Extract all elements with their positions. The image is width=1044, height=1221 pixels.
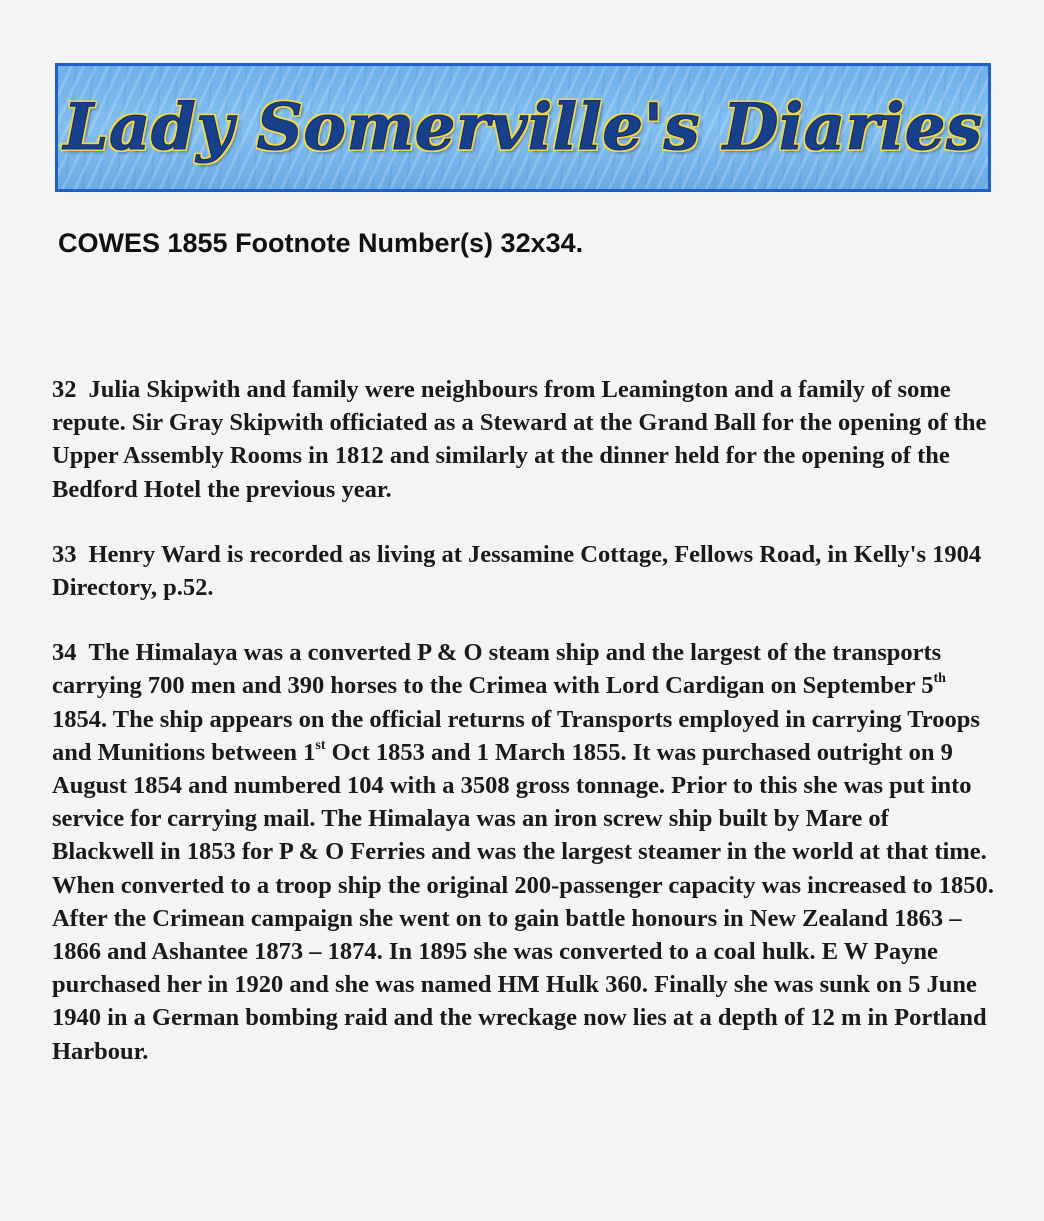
footnote-32 — [52, 373, 997, 506]
footnotes-list — [52, 373, 997, 1100]
footnote-text: Henry Ward is recorded as living at Jessamine Cottage, Fellows Road, in Kelly's 1904 Directory, p.52. — [52, 540, 982, 602]
footnote-number: 33 — [52, 540, 77, 568]
footnote-34 — [52, 636, 997, 1068]
page-heading: COWES 1855 Footnote Number(s) 32x34. — [58, 228, 584, 258]
footnote-text-part-a: The Himalaya was a converted P & O steam ship and the largest of the transports carrying 700 men and 390 horses to the Crimea with Lord Cardigan on September 5 — [52, 639, 942, 700]
footnote-text: Julia Skipwith and family were neighbours from Leamington and a family of some repute. Sir Gray Skipwith officiated as a Steward at the Grand Ball for the opening of the Upper Assembly Rooms in 1812 and similarly at the dinner held for the opening of the Bedford Hotel the previous year. — [52, 376, 987, 503]
ordinal-suffix: st — [315, 737, 326, 753]
ordinal-suffix: th — [933, 671, 946, 687]
footnote-text-part-b: 1854. The ship appears on the official returns of Transports employed in carrying Troops and Munitions between 1 — [52, 705, 980, 766]
footnote-number: 32 — [52, 376, 77, 403]
title-banner — [55, 63, 991, 192]
footnote-text-part-c: Oct 1853 and 1 March 1855. It was purchased outright on 9 August 1854 and numbered 104 with a 3508 gross tonnage. Prior to this she was put into service for carrying mail. The Himalaya was an iron screw ship built by Mare of Blackwell in 1853 for P & O Ferries and was the largest steamer in the world at that time. When converted to a troop ship the original 200-passenger capacity was increased to 1850. After the Crimean campaign she went on to gain battle honours in New Zealand 1863 – 1866 and Ashantee 1873 – 1874. In 1895 she was converted to a coal hulk. E W Payne purchased her in 1920 and she was named HM Hulk 360. Finally she was sunk on 5 June 1940 in a German bombing raid and the wreckage now lies at a depth of 12 m in Portland Harbour. — [52, 738, 994, 1065]
banner-title: Lady Somerville's Diaries — [63, 90, 983, 165]
footnote-33 — [52, 538, 997, 604]
footnote-number: 34 — [52, 639, 77, 667]
